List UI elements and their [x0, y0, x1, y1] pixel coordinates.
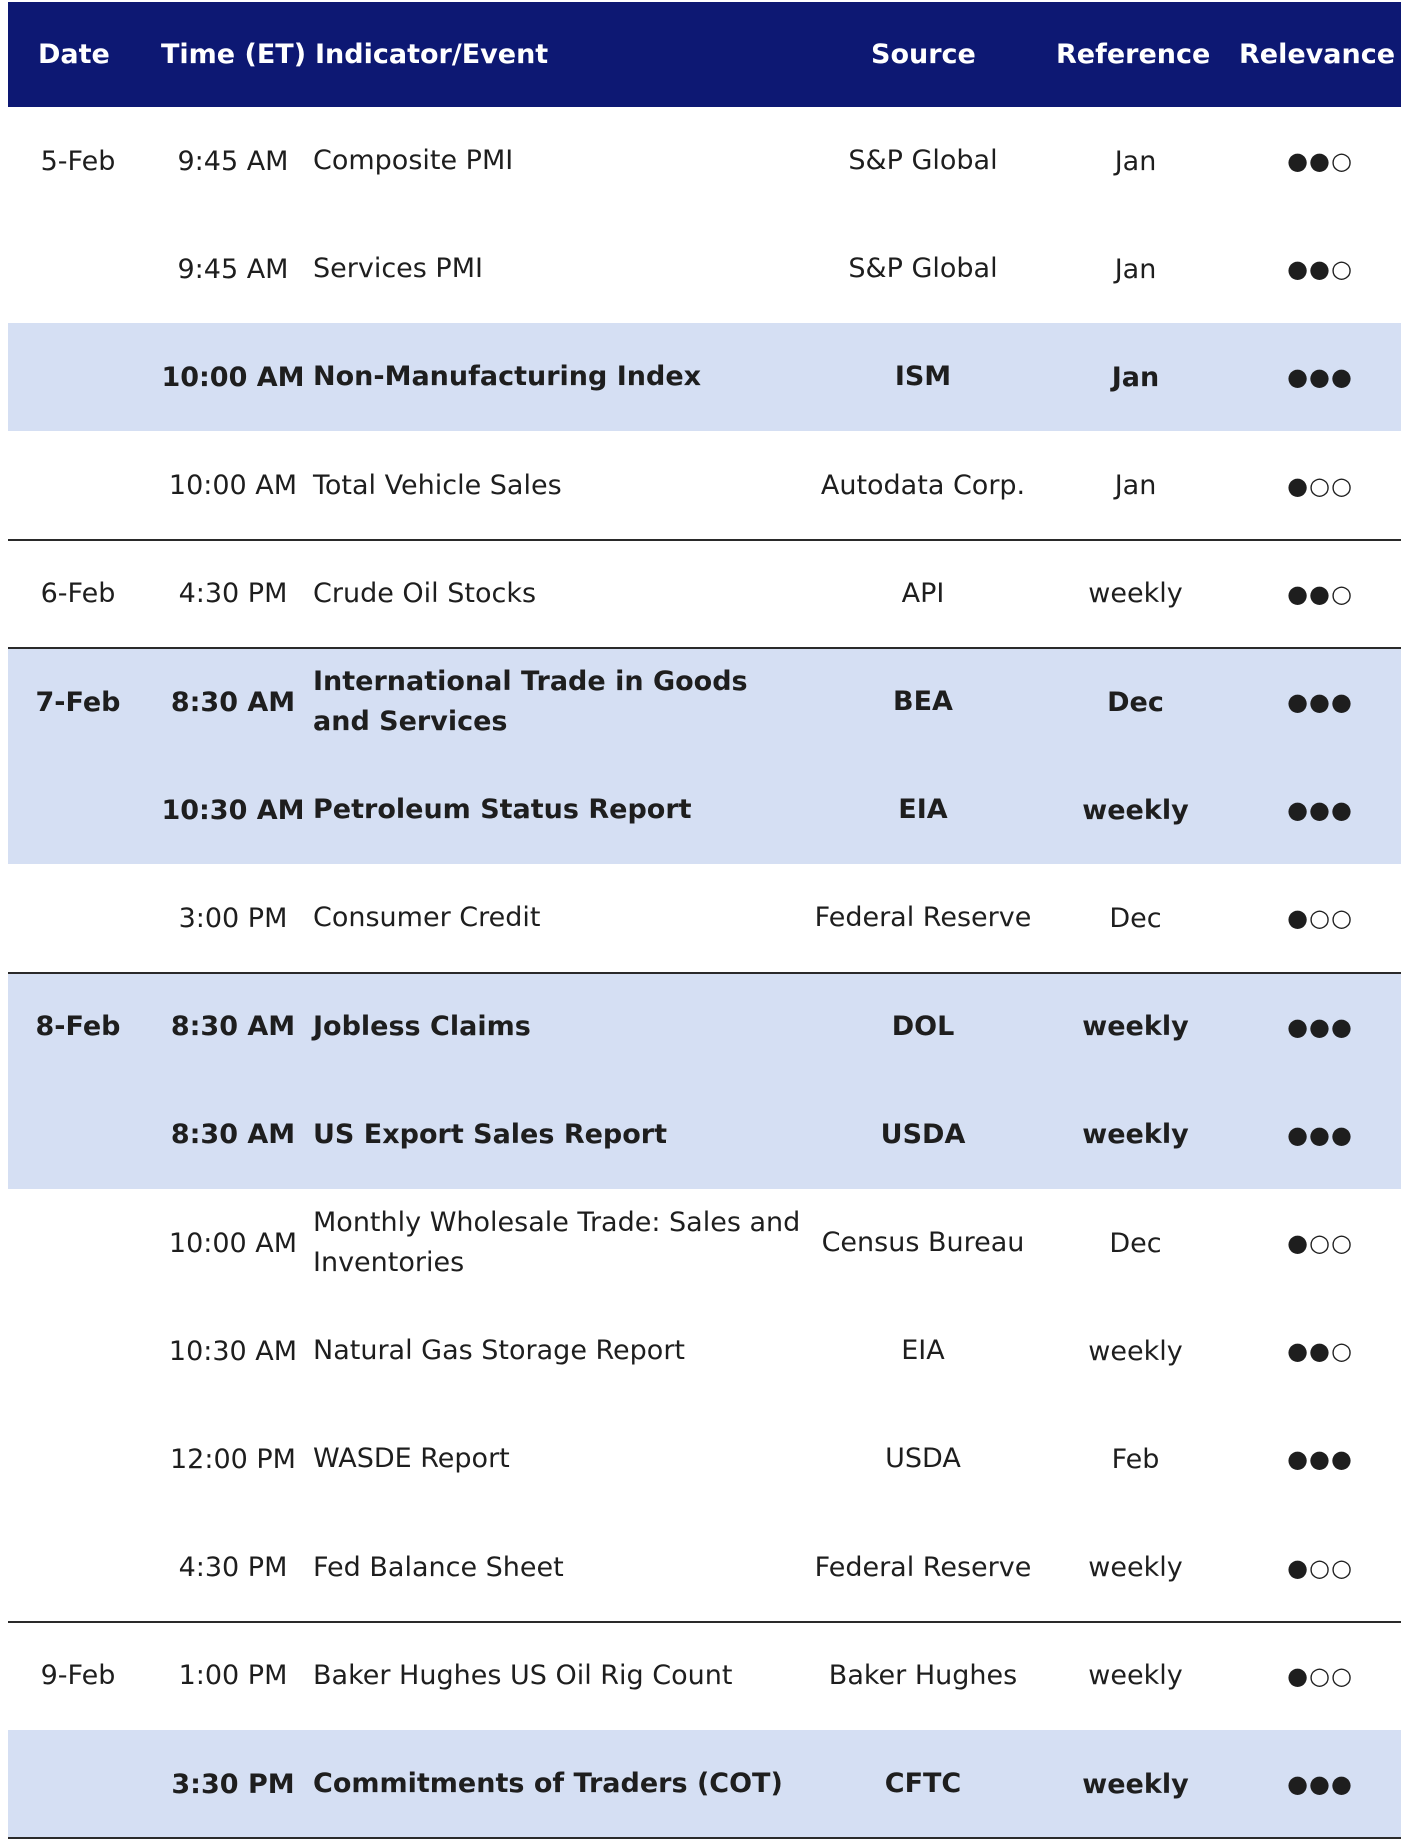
table-row [8, 215, 1401, 323]
table-header [8, 2, 1401, 107]
header-indicator: Indicator/Event [315, 39, 549, 70]
table-row [8, 1297, 1401, 1405]
table-row [8, 1189, 1401, 1297]
row-indicator: US Export Sales Report [313, 1118, 668, 1150]
row-source: USDA [885, 1443, 961, 1475]
row-reference: weekly [1082, 1119, 1189, 1151]
row-reference: Jan [1111, 361, 1160, 393]
header-time: Time (ET) [161, 39, 307, 70]
row-source: Census Bureau [821, 1227, 1025, 1258]
row-time: 8:30 AM [170, 686, 296, 718]
row-indicator: Monthly Wholesale Trade: Sales and Inventories [313, 1207, 801, 1278]
row-date [8, 1405, 148, 1513]
row-reference: weekly [1082, 794, 1189, 826]
row-date: 8-Feb [35, 1011, 121, 1043]
row-source: USDA [880, 1118, 966, 1150]
row-date [8, 1297, 148, 1405]
relevance-dots: ●●○ [1287, 255, 1353, 284]
row-time: 8:30 AM [170, 1119, 296, 1151]
table-row [8, 973, 1401, 1081]
header-date: Date [38, 39, 110, 70]
relevance-dots: ●●● [1287, 1770, 1353, 1798]
row-indicator: Crude Oil Stocks [313, 577, 537, 609]
row-source: ISM [894, 361, 952, 393]
row-indicator: Fed Balance Sheet [313, 1551, 564, 1583]
row-indicator: Petroleum Status Report [313, 794, 692, 826]
row-indicator: Consumer Credit [313, 902, 541, 934]
row-date [8, 1730, 148, 1838]
row-date [8, 1514, 148, 1622]
table-row [8, 1730, 1401, 1838]
relevance-dots: ●●○ [1287, 579, 1353, 608]
row-date [8, 1189, 148, 1297]
relevance-dots: ●●○ [1287, 147, 1353, 175]
row-reference: weekly [1082, 1768, 1189, 1800]
row-date: 7-Feb [35, 686, 121, 718]
row-indicator: Natural Gas Storage Report [313, 1335, 686, 1367]
row-indicator: Total Vehicle Sales [313, 469, 562, 501]
row-reference: Jan [1114, 145, 1157, 177]
header-relevance: Relevance [1239, 39, 1396, 70]
header-source: Source [871, 39, 976, 70]
row-source: Baker Hughes [828, 1659, 1018, 1691]
relevance-dots: ●●● [1287, 363, 1353, 392]
row-source: EIA [901, 1335, 945, 1367]
row-date [8, 432, 148, 540]
row-time: 10:00 AM [168, 470, 298, 502]
relevance-dots: ●○○ [1287, 1553, 1353, 1582]
row-indicator: Services PMI [313, 253, 483, 285]
relevance-dots: ●○○ [1287, 471, 1353, 500]
row-source: Federal Reserve [814, 1551, 1032, 1583]
table-row [8, 107, 1401, 215]
row-source: Federal Reserve [814, 902, 1032, 934]
row-indicator: Composite PMI [313, 145, 514, 176]
relevance-dots: ●○○ [1287, 904, 1353, 933]
table-row [8, 1081, 1401, 1189]
date-group-divider [8, 1837, 1401, 1839]
row-date: 5-Feb [40, 145, 116, 177]
relevance-dots: ●●● [1287, 1445, 1353, 1474]
row-source: EIA [898, 794, 948, 826]
date-group-divider [8, 1621, 1401, 1623]
row-time: 4:30 PM [178, 578, 288, 610]
row-time: 10:00 AM [161, 361, 305, 393]
row-indicator: Jobless Claims [313, 1010, 531, 1042]
row-time: 10:30 AM [168, 1335, 298, 1367]
row-source: BEA [893, 686, 953, 717]
table-row [8, 756, 1401, 864]
relevance-dots: ●○○ [1287, 1661, 1353, 1690]
row-time: 1:00 PM [178, 1660, 288, 1692]
row-date [8, 1081, 148, 1189]
row-reference: weekly [1082, 1011, 1189, 1043]
row-time: 4:30 PM [178, 1552, 288, 1584]
relevance-dots: ●●● [1287, 688, 1353, 716]
row-time: 3:30 PM [171, 1768, 295, 1800]
row-source: CFTC [884, 1768, 962, 1799]
row-source: API [901, 577, 945, 609]
relevance-dots: ●●● [1287, 1012, 1353, 1041]
relevance-dots: ●○○ [1287, 1229, 1353, 1257]
row-indicator: Baker Hughes US Oil Rig Count [313, 1659, 733, 1691]
table-row [8, 323, 1401, 431]
header-reference: Reference [1056, 39, 1211, 70]
row-reference: Dec [1109, 902, 1162, 934]
date-group-divider [8, 972, 1401, 974]
row-indicator: Non-Manufacturing Index [313, 361, 702, 393]
row-date [8, 864, 148, 972]
table-row [8, 432, 1401, 540]
date-group-divider [8, 539, 1401, 541]
row-reference: weekly [1088, 1552, 1183, 1584]
row-reference: Dec [1107, 686, 1164, 718]
table-row [8, 1622, 1401, 1730]
row-time: 8:30 AM [170, 1011, 296, 1043]
row-source: Autodata Corp. [820, 469, 1026, 501]
relevance-dots: ●●○ [1287, 1337, 1353, 1366]
row-reference: weekly [1088, 578, 1183, 610]
row-source: DOL [891, 1010, 955, 1042]
row-date: 9-Feb [40, 1660, 116, 1692]
table-row [8, 1514, 1401, 1622]
row-source: S&P Global [848, 145, 998, 176]
date-group-divider [8, 647, 1401, 649]
row-time: 3:00 PM [178, 902, 288, 934]
row-reference: Dec [1109, 1227, 1162, 1259]
row-reference: Jan [1114, 253, 1157, 285]
table-row [8, 1405, 1401, 1513]
table-row [8, 864, 1401, 972]
row-indicator: Commitments of Traders (COT) [313, 1768, 783, 1799]
row-time: 9:45 AM [177, 145, 289, 177]
row-reference: weekly [1088, 1335, 1183, 1367]
row-time: 9:45 AM [177, 253, 289, 285]
row-indicator: International Trade in Goods and Services [313, 666, 748, 737]
row-date: 6-Feb [40, 578, 116, 610]
row-date [8, 215, 148, 323]
relevance-dots: ●●● [1287, 1120, 1353, 1149]
row-indicator: WASDE Report [313, 1443, 510, 1475]
row-time: 10:30 AM [161, 794, 305, 826]
row-time: 10:00 AM [168, 1227, 298, 1259]
table-row [8, 648, 1401, 756]
row-reference: weekly [1088, 1660, 1183, 1692]
row-date [8, 323, 148, 431]
relevance-dots: ●●● [1287, 796, 1353, 825]
row-date [8, 756, 148, 864]
row-reference: Feb [1111, 1443, 1160, 1475]
row-time: 12:00 PM [170, 1443, 296, 1475]
table-row [8, 540, 1401, 648]
row-reference: Jan [1114, 470, 1157, 502]
row-source: S&P Global [848, 253, 998, 285]
